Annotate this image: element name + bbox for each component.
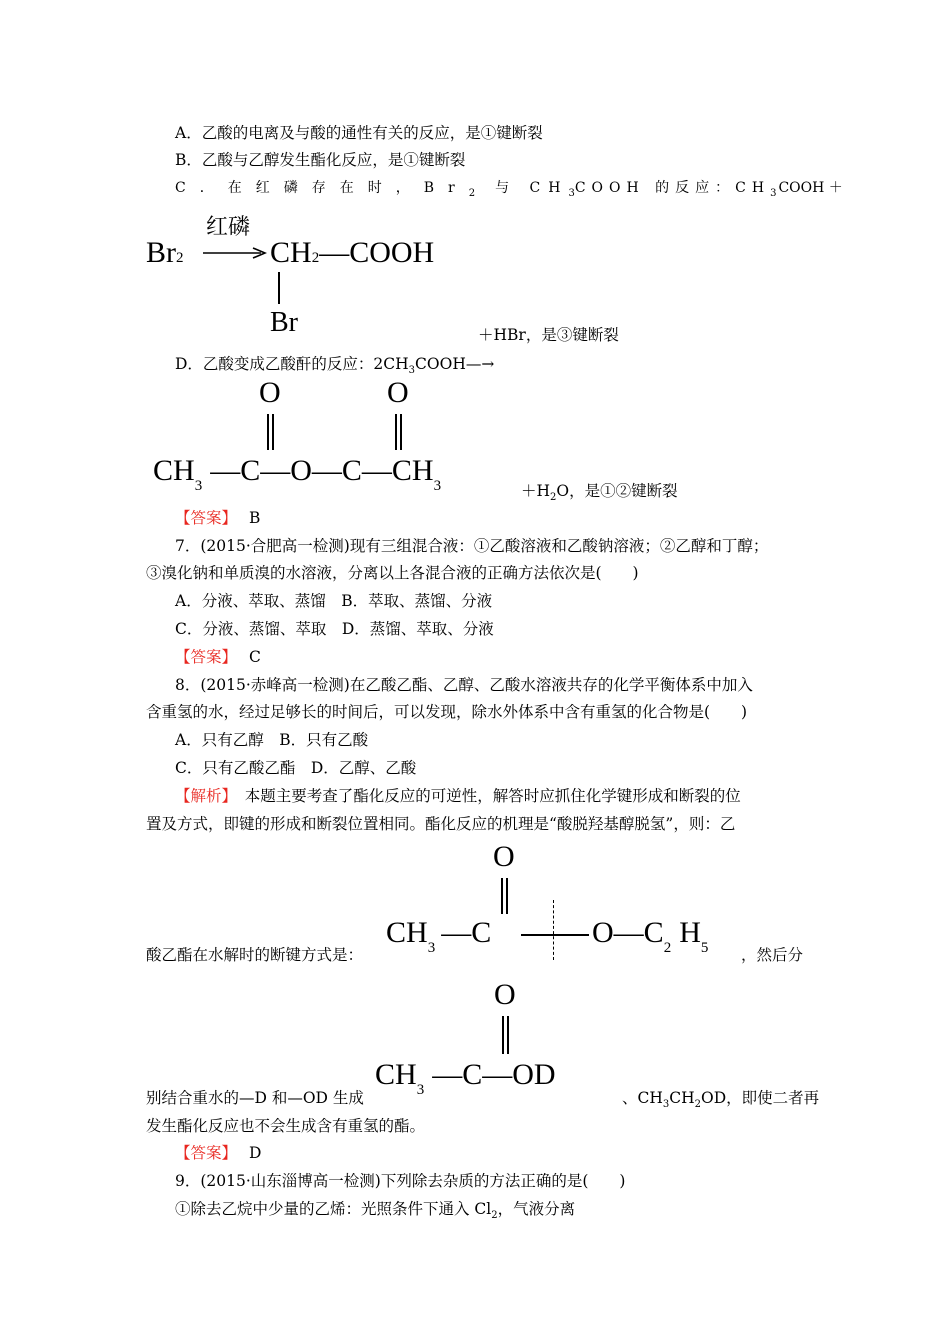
q8-answer: 【答案】 D — [175, 1144, 262, 1162]
eq-c-product: CH2—COOH — [270, 236, 435, 269]
single-bond-line — [521, 934, 589, 936]
anhydride-chain: $CH_3$ $—C—O—C—CH_3$ — [153, 454, 442, 494]
ester-carbonyl-oxygen: O — [493, 840, 515, 873]
q8-analysis-line3-end: ，然后分 — [741, 946, 804, 964]
double-bond-line — [502, 1016, 504, 1054]
q7-answer: 【答案】 C — [175, 648, 261, 666]
eq-c-reactant: Br2 — [146, 236, 184, 269]
bond-cleavage-dashed-line — [553, 900, 554, 960]
q8-analysis-line4: 别结合重水的—D 和—OD 生成 — [146, 1089, 364, 1107]
q8-stem-line1: 8．(2015·赤峰高一检测)在乙酸乙酯、乙醇、乙酸水溶液共存的化学平衡体系中加入 — [175, 676, 753, 694]
reaction-arrow-icon — [203, 246, 267, 260]
anhydride-oxygen-1: O — [259, 376, 281, 409]
q6-answer: 【答案】 B — [175, 509, 261, 527]
double-bond-line — [395, 414, 397, 450]
q7-stem-line1: 7．(2015·合肥高一检测)现有三组混合液：①乙酸溶液和乙酸钠溶液；②乙醇和丁醇； — [175, 537, 769, 555]
eq-c-suffix: ＋HBr，是③键断裂 — [478, 326, 619, 344]
q6-option-d: D．乙酸变成乙酸酐的反应：$2CH_3COOH—\to$ — [175, 355, 495, 377]
q7-options-ab: A．分液、萃取、蒸馏 B．萃取、蒸馏、分液 — [175, 592, 493, 610]
acid-chain: $CH_3$ —C—OD — [375, 1058, 556, 1098]
ester-chain-left: $CH_3$ —C — [386, 916, 492, 956]
q8-analysis-line3: 酸乙酯在水解时的断键方式是： — [146, 946, 364, 964]
eq-d-suffix: $+H_2O$，是①②键断裂 — [521, 482, 678, 504]
q6-option-c: C．在红磷存在时，$Br_2$ 与 $CH_3COOH$ 的反应：$CH_3$ COOH ＋ — [175, 180, 843, 199]
q7-stem-line2: ③溴化钠和单质溴的水溶液，分离以上各混合液的正确方法依次是( ) — [146, 564, 639, 582]
q8-analysis-line2: 置及方式，即键的形成和断裂位置相同。酯化反应的机理是“酸脱羟基醇脱氢”，则：乙 — [146, 815, 736, 833]
double-bond-line — [501, 878, 503, 914]
q8-options-ab: A．只有乙醇 B．只有乙酸 — [175, 731, 369, 749]
q8-options-cd: C．只有乙酸乙酯 D．乙醇、乙酸 — [175, 759, 417, 777]
answer-tag: 【答案】 — [175, 509, 238, 527]
double-bond-line — [506, 878, 508, 914]
ester-chain-right: $O—C_2$ $H_5$ — [592, 916, 709, 956]
acid-carbonyl-oxygen: O — [494, 978, 516, 1011]
analysis-tag: 【解析】 — [175, 787, 230, 805]
q8-stem-line2: 含重氢的水，经过足够长的时间后，可以发现，除水外体系中含有重氢的化合物是( ) — [146, 703, 748, 721]
double-bond-line — [272, 414, 274, 450]
q8-analysis-line4-end: 、$CH_3CH_2OD$，即使二者再 — [622, 1089, 820, 1111]
q8-analysis-line5: 发生酯化反应也不会生成含有重氢的酯。 — [146, 1117, 426, 1135]
q9-item1: ①除去乙烷中少量的乙烯：光照条件下通入 $Cl_2$，气液分离 — [175, 1200, 576, 1222]
double-bond-line — [400, 414, 402, 450]
eq-c-substituent: Br — [270, 307, 298, 338]
q6-option-b: B．乙酸与乙醇发生酯化反应，是①键断裂 — [175, 151, 466, 169]
q7-options-cd: C．分液、蒸馏、萃取 D．蒸馏、萃取、分液 — [175, 620, 494, 638]
eq-c-condition: 红磷 — [206, 215, 251, 240]
q9-stem: 9．(2015·山东淄博高一检测)下列除去杂质的方法正确的是( ) — [175, 1172, 626, 1190]
answer-tag: 【答案】 — [175, 648, 238, 666]
double-bond-line — [507, 1016, 509, 1054]
double-bond-line — [267, 414, 269, 450]
anhydride-oxygen-2: O — [387, 376, 409, 409]
bond-line — [278, 272, 280, 304]
q6-option-a: A．乙酸的电离及与酸的通性有关的反应，是①键断裂 — [175, 124, 543, 142]
q8-analysis-line1: 【解析】 本题主要考查了酯化反应的可逆性，解答时应抓住化学键形成和断裂的位 — [175, 787, 741, 805]
answer-tag: 【答案】 — [175, 1144, 238, 1162]
